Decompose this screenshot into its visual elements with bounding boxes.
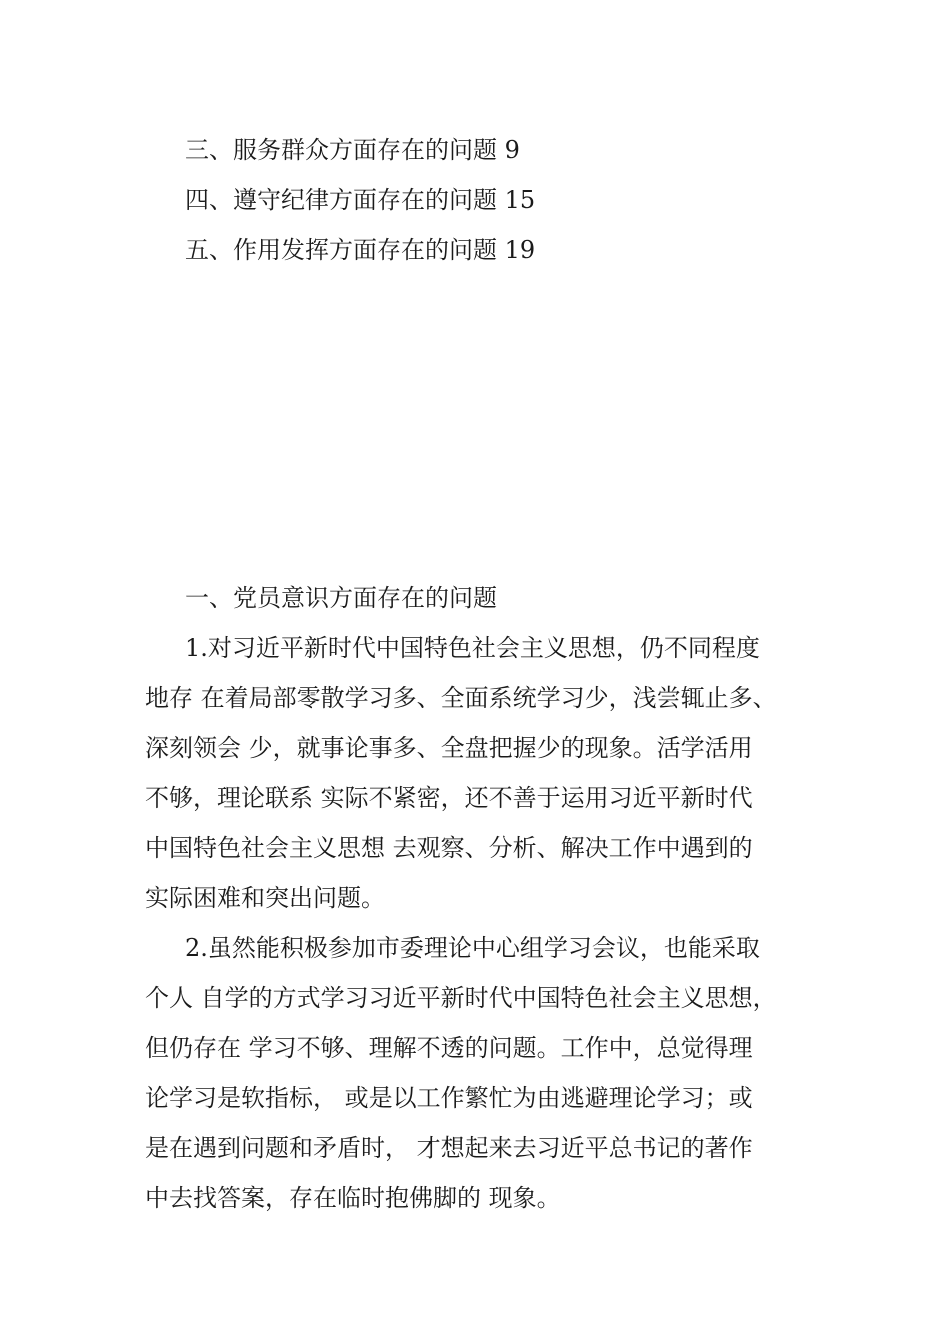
paragraph-line: 深刻领会 少，就事论事多、全盘把握少的现象。活学活用 bbox=[145, 734, 753, 762]
paragraph-line: 但仍存在 学习不够、理解不透的问题。工作中，总觉得理 bbox=[145, 1034, 753, 1062]
paragraph-line: 2.虽然能积极参加市委理论中心组学习会议，也能采取 bbox=[185, 934, 760, 962]
toc-item-4: 四、遵守纪律方面存在的问题 15 bbox=[185, 186, 536, 214]
paragraph-line: 个人 自学的方式学习习近平新时代中国特色社会主义思想， bbox=[145, 984, 777, 1012]
paragraph-line: 实际困难和突出问题。 bbox=[145, 884, 385, 912]
paragraph-line: 是在遇到问题和矛盾时， 才想起来去习近平总书记的著作 bbox=[145, 1134, 753, 1162]
toc-item-5: 五、作用发挥方面存在的问题 19 bbox=[185, 236, 536, 264]
paragraph-line: 地存 在着局部零散学习多、全面系统学习少，浅尝辄止多、 bbox=[145, 684, 777, 712]
toc-item-3: 三、服务群众方面存在的问题 9 bbox=[185, 136, 520, 164]
paragraph-line: 论学习是软指标， 或是以工作繁忙为由逃避理论学习；或 bbox=[145, 1084, 753, 1112]
paragraph-1 bbox=[145, 623, 845, 923]
section-heading: 一、党员意识方面存在的问题 bbox=[185, 584, 497, 612]
paragraph-line: 中去找答案，存在临时抱佛脚的 现象。 bbox=[145, 1184, 561, 1212]
paragraph-line: 1.对习近平新时代中国特色社会主义思想，仍不同程度 bbox=[185, 634, 760, 662]
paragraph-line: 中国特色社会主义思想 去观察、分析、解决工作中遇到的 bbox=[145, 834, 753, 862]
paragraph-2 bbox=[145, 923, 845, 1223]
paragraph-line: 不够，理论联系 实际不紧密，还不善于运用习近平新时代 bbox=[145, 784, 753, 812]
